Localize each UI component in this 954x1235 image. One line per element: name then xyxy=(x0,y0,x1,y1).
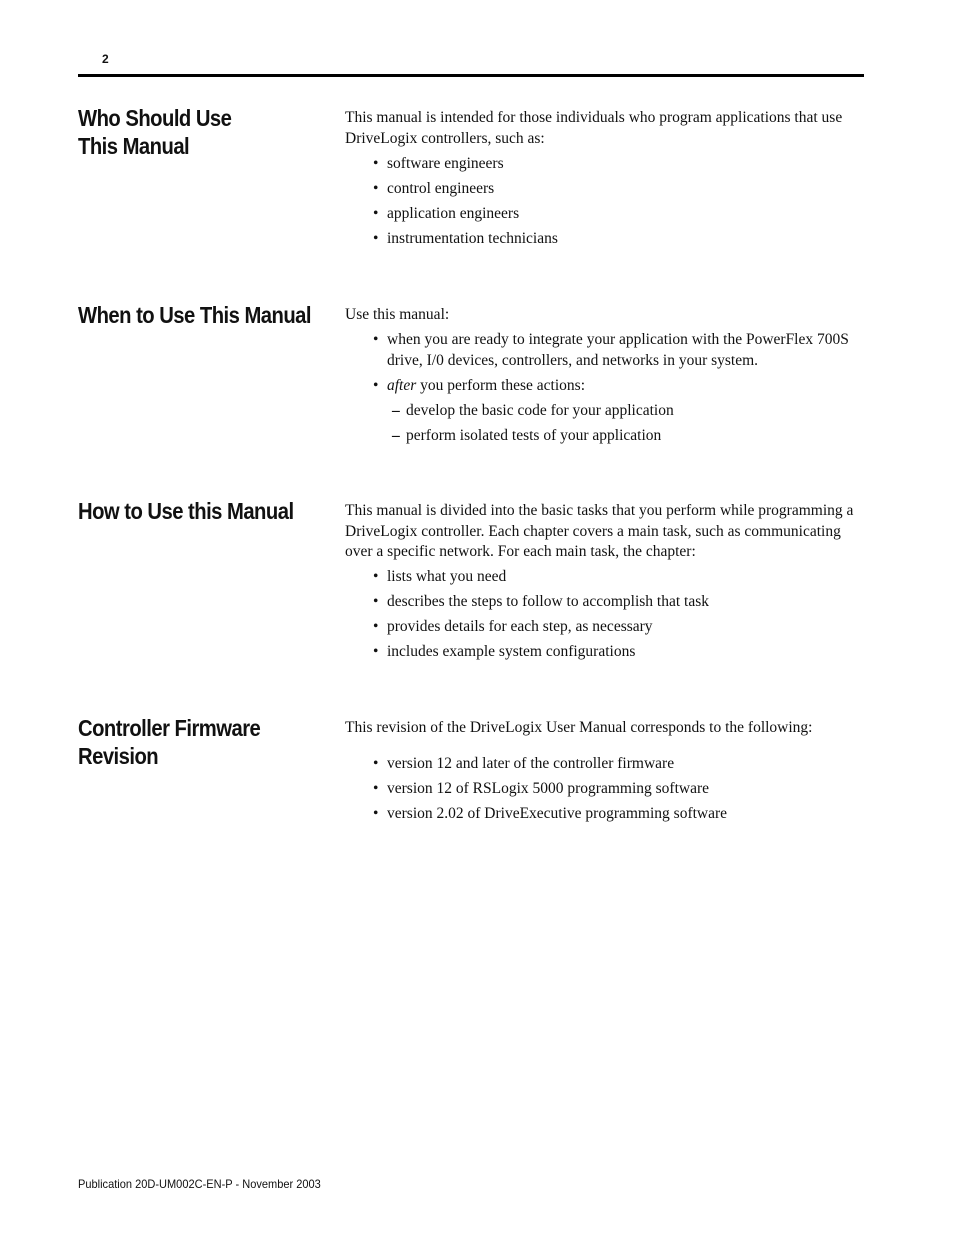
bullet-icon: • xyxy=(373,593,379,610)
who-bullet-list xyxy=(345,154,860,250)
list-item: • control engineers xyxy=(345,179,860,200)
how-bullet-list xyxy=(345,567,860,663)
firmware-heading-line2: Revision xyxy=(78,743,159,769)
bullet-icon: • xyxy=(373,643,379,660)
bullet-icon: • xyxy=(373,179,379,197)
bullet-icon: • xyxy=(373,804,379,822)
firmware-bullet-list xyxy=(345,754,860,825)
who-heading-line1: Who Should Use xyxy=(78,105,232,131)
publication-footer: Publication 20D-UM002C-EN-P - November 2003 xyxy=(78,1177,321,1191)
list-item: • describes the steps to follow to accomplish that task xyxy=(345,592,860,613)
bullet-icon: • xyxy=(373,229,379,247)
list-item: – perform isolated tests of your application xyxy=(345,426,860,447)
dash-icon: – xyxy=(392,401,400,419)
how-body xyxy=(345,501,860,663)
who-intro: This manual is intended for those individuals who program applications that use DriveLogix controllers, such as: xyxy=(345,109,843,147)
list-item: • when you are ready to integrate your application with the PowerFlex 700S drive, I/0 devices, controllers, and networks in your system. xyxy=(373,331,849,369)
list-item: • application engineers xyxy=(345,204,860,225)
firmware-intro: This revision of the DriveLogix User Manual corresponds to the following: xyxy=(345,719,813,736)
list-item: • software engineers xyxy=(345,154,860,175)
list-item: • lists what you need xyxy=(345,567,860,588)
firmware-revision-heading xyxy=(78,714,298,770)
when-body xyxy=(345,305,860,446)
when-bullet-list xyxy=(345,330,860,396)
bullet-icon: • xyxy=(373,154,379,172)
bullet-icon: • xyxy=(373,204,379,222)
firmware-body xyxy=(345,718,860,824)
list-item: • version 2.02 of DriveExecutive programming software xyxy=(345,804,860,825)
who-body xyxy=(345,108,860,249)
when-dash-list xyxy=(345,401,860,447)
header-rule xyxy=(78,74,864,77)
list-item: • after you perform these actions: xyxy=(345,376,860,397)
list-item: • version 12 of RSLogix 5000 programming software xyxy=(345,779,860,800)
bullet-icon: • xyxy=(373,568,379,585)
who-should-use-heading xyxy=(78,104,298,160)
list-item: • instrumentation technicians xyxy=(345,229,860,250)
bullet-icon: • xyxy=(373,618,379,635)
list-item: – develop the basic code for your application xyxy=(345,401,860,422)
firmware-heading-line1: Controller Firmware xyxy=(78,715,261,741)
bullet-icon: • xyxy=(373,779,379,797)
list-item: • version 12 and later of the controller firmware xyxy=(345,754,860,775)
who-heading-line2: This Manual xyxy=(78,133,190,159)
bullet-icon: • xyxy=(373,376,379,394)
page-number: 2 xyxy=(102,52,109,66)
dash-icon: – xyxy=(392,426,400,444)
bullet-icon: • xyxy=(373,331,379,348)
when-to-use-heading: When to Use This Manual xyxy=(78,302,312,328)
after-emphasis: after xyxy=(387,376,417,394)
list-item: • includes example system configurations xyxy=(345,642,860,663)
when-intro: Use this manual: xyxy=(345,306,450,323)
list-item: • provides details for each step, as necessary xyxy=(345,617,860,638)
how-intro: This manual is divided into the basic tasks that you perform while programming a DriveLogix controller. Each chapter covers a main task, such as communicating over a specific network. For each main task, the chapter: xyxy=(345,502,854,560)
how-to-use-heading: How to Use this Manual xyxy=(78,498,294,524)
bullet-icon: • xyxy=(373,754,379,772)
